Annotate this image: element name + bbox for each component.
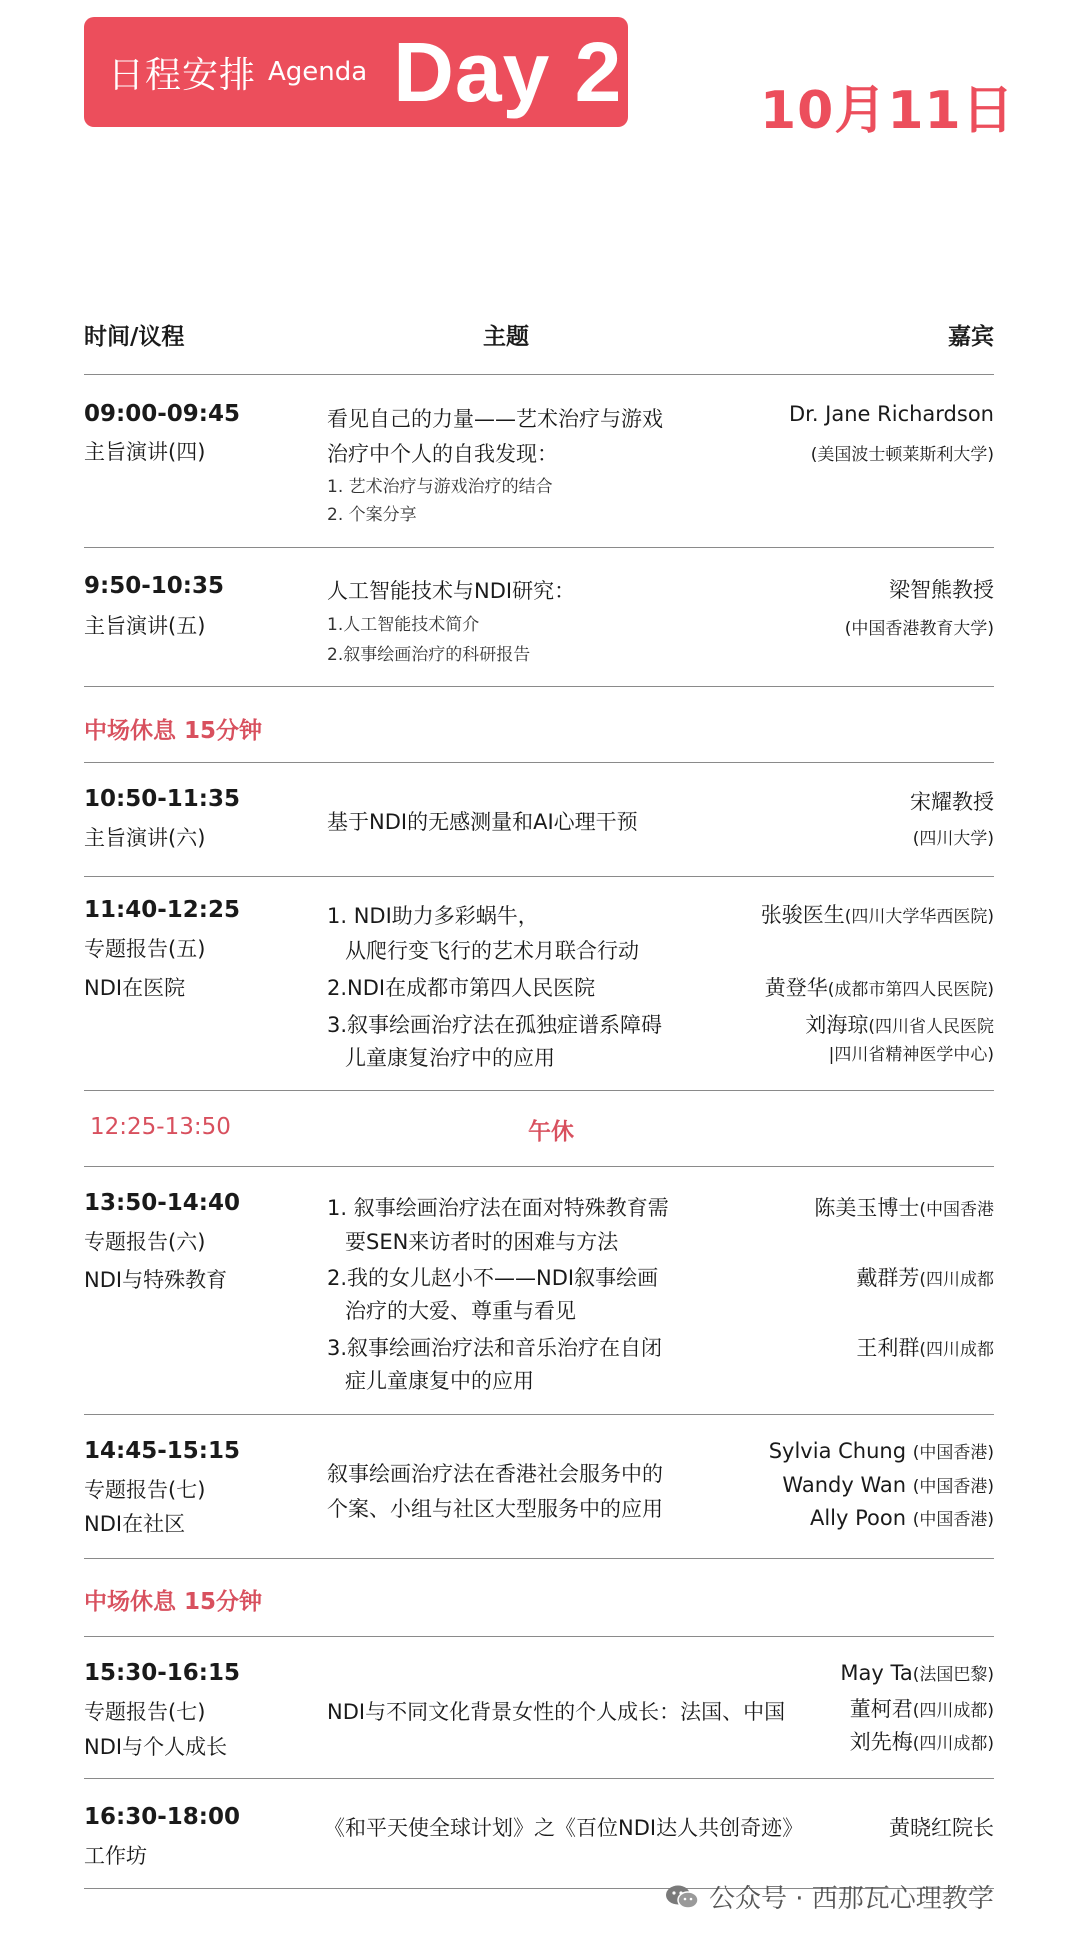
speaker-name [850,1726,994,1756]
speaker-name-text: 张骏医生 [760,903,845,927]
session-subtopic: 2. 个案分享 [327,505,417,525]
speaker-name-text: May Ta [840,1661,913,1685]
wechat-icon [665,1884,699,1910]
speaker-name-text: 戴群芳 [856,1266,920,1290]
session-topic: 治疗中个人的自我发现： [327,442,558,466]
header-title-cn: 日程安排 [108,54,257,96]
session-topic: 治疗的大爱、尊重与看见 [345,1299,576,1323]
session-time: 13:50-14:40 [84,1190,240,1216]
session-topic: 看见自己的力量——艺术治疗与游戏 [327,407,663,431]
session-track: NDI在社区 [84,1512,186,1536]
session-track: NDI与个人成长 [84,1735,228,1759]
speaker-name-text: 董柯君 [849,1697,913,1721]
column-time: 时间/议程 [84,324,185,350]
speaker-name: Dr. Jane Richardson [788,402,994,426]
session-type: 专题报告(六) [84,1230,206,1254]
session-subtopic: 1. 艺术治疗与游戏治疗的结合 [327,477,553,497]
break-label: 中场休息 15分钟 [84,718,263,744]
speaker-affiliation: (法国巴黎) [912,1665,994,1685]
speaker-name [856,1332,994,1362]
divider [84,762,994,763]
speaker-name-text: Wandy Wan [782,1473,907,1497]
session-topic: 要SEN来访者时的困难与方法 [345,1230,619,1254]
divider [84,876,994,877]
speaker-affiliation: (四川成都 [919,1340,994,1360]
speaker-affiliation: (四川大学华西医院) [844,907,994,927]
header-badge [84,17,628,127]
divider [84,686,994,687]
session-type: 专题报告(七) [84,1700,206,1724]
speaker-name [850,1693,994,1723]
session-time: 16:30-18:00 [84,1804,240,1830]
session-topic: 人工智能技术与NDI研究： [327,579,576,603]
session-track: NDI在医院 [84,976,186,1000]
speaker-name [814,1192,994,1222]
speaker-name [840,1660,994,1685]
speaker-name-text: 王利群 [856,1336,920,1360]
session-topic: 叙事绘画治疗法在香港社会服务中的 [327,1462,663,1486]
session-time: 15:30-16:15 [84,1660,240,1686]
speaker-name-text: 刘海琼 [805,1013,869,1037]
divider [84,1636,994,1637]
speaker-name-text: Ally Poon [809,1506,907,1530]
session-track: NDI与特殊教育 [84,1268,228,1292]
speaker-affiliation: (中国香港) [912,1443,994,1463]
session-type: 主旨演讲(四) [84,440,206,464]
speaker-affiliation: (四川成都) [912,1734,994,1754]
column-topic: 主题 [483,324,529,350]
session-topic: 1. NDI助力多彩蜗牛， [327,904,539,928]
speaker-name: 梁智熊教授 [889,578,994,602]
session-time: 9:50-10:35 [84,573,224,599]
divider [84,1778,994,1779]
session-subtopic: 2.叙事绘画治疗的科研报告 [327,645,531,665]
session-topic: 2.我的女儿赵小不——NDI叙事绘画 [327,1266,659,1290]
session-type: 专题报告(七) [84,1478,206,1502]
session-type: 专题报告(五) [84,937,206,961]
session-type: 主旨演讲(五) [84,614,206,638]
session-topic: 1. 叙事绘画治疗法在面对特殊教育需 [327,1196,669,1220]
session-subtopic: 1.人工智能技术简介 [327,615,480,635]
speaker-name [810,1505,994,1530]
speaker-name [761,899,994,929]
lunch-time: 12:25-13:50 [90,1114,231,1140]
divider [84,1558,994,1559]
session-time: 14:45-15:15 [84,1438,240,1464]
break-label: 中场休息 15分钟 [84,1589,263,1615]
speaker-name [765,972,994,1002]
lunch-label: 午休 [528,1119,574,1145]
divider [84,1090,994,1091]
divider [84,547,994,548]
speaker-affiliation: (四川成都 [919,1270,994,1290]
header-day: Day 2 [393,24,623,119]
speaker-name [782,1472,994,1497]
speaker-affiliation: (中国香港 [919,1200,994,1220]
session-topic: NDI与不同文化背景女性的个人成长：法国、中国 [327,1700,786,1724]
session-topic: 从爬行变飞行的艺术月联合行动 [345,939,639,963]
watermark [665,1878,994,1915]
speaker-affiliation: (中国香港) [912,1510,994,1530]
speaker-affiliation: (中国香港) [912,1477,994,1497]
speaker-affiliation: (四川大学) [912,829,994,849]
speaker-affiliation: (四川省人民医院 [868,1017,994,1037]
speaker-name-text: 陈美玉博士 [814,1196,920,1220]
header-date: 10月11日 [760,81,1015,141]
watermark-text: 公众号 · 西那瓦心理教学 [709,1884,994,1914]
session-topic: 基于NDI的无感测量和AI心理干预 [327,810,638,834]
header-title-en: Agenda [268,57,368,87]
session-type: 工作坊 [84,1844,147,1868]
session-time: 10:50-11:35 [84,786,240,812]
speaker-affiliation: (美国波士顿莱斯利大学) [810,445,994,465]
session-type: 主旨演讲(六) [84,826,206,850]
divider [84,1414,994,1415]
session-topic: 2.NDI在成都市第四人民医院 [327,976,596,1000]
session-topic: 3.叙事绘画治疗法和音乐治疗在自闭 [327,1336,663,1360]
speaker-affiliation: (成都市第四人民医院) [827,980,994,1000]
speaker-name [856,1262,994,1292]
session-topic: 3.叙事绘画治疗法在孤独症谱系障碍 [327,1013,663,1037]
speaker-name [805,1009,994,1039]
session-time: 09:00-09:45 [84,401,240,427]
speaker-name: 宋耀教授 [910,790,994,814]
speaker-name-text: Sylvia Chung [768,1439,907,1463]
speaker-name-text: 刘先梅 [849,1730,913,1754]
divider [84,1166,994,1167]
divider [84,374,994,375]
session-topic: 个案、小组与社区大型服务中的应用 [327,1497,663,1521]
session-topic: 症儿童康复中的应用 [345,1369,534,1393]
session-time: 11:40-12:25 [84,897,240,923]
speaker-name-text: 黄登华 [764,976,828,1000]
speaker-affiliation: (中国香港教育大学) [844,619,994,639]
session-topic: 《和平天使全球计划》之《百位NDI达人共创奇迹》 [324,1816,804,1840]
speaker-affiliation: (四川成都) [912,1701,994,1721]
speaker-affiliation: |四川省精神医学中心) [828,1045,994,1065]
speaker-name [769,1438,994,1463]
session-topic: 儿童康复治疗中的应用 [345,1046,555,1070]
speaker-name: 黄晓红院长 [889,1816,994,1840]
column-speaker: 嘉宾 [948,324,994,350]
